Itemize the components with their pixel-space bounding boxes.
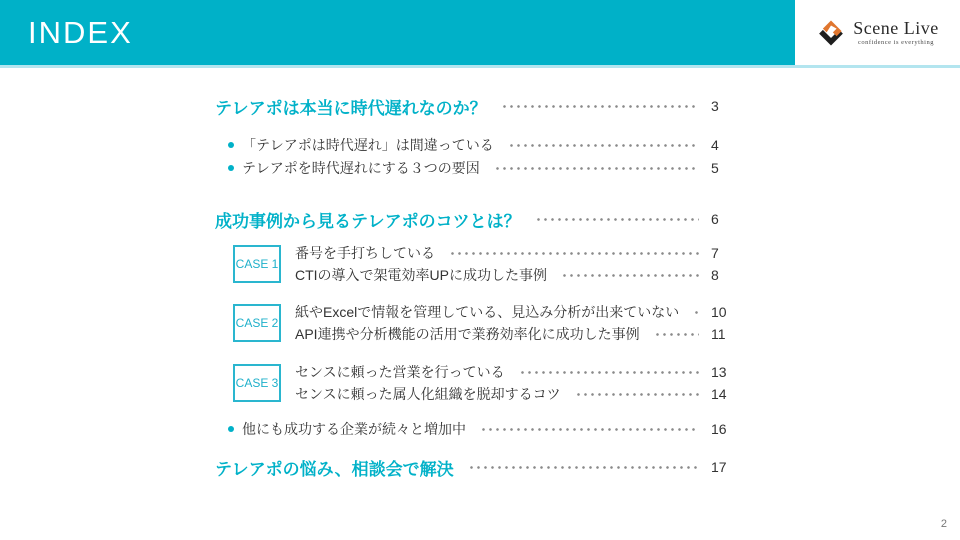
toc-page-number: 3 xyxy=(711,98,719,114)
dot-leader xyxy=(494,167,699,170)
dot-leader xyxy=(480,428,699,431)
dot-leader xyxy=(519,371,699,374)
toc-case-row xyxy=(295,323,735,345)
logo xyxy=(795,0,960,65)
toc-item-label: テレアポを時代遅れにする３つの要因 xyxy=(242,160,480,176)
logo-tagline: confidence is everything xyxy=(858,38,934,46)
toc-case-row xyxy=(295,383,735,405)
toc-item-label: センスに頼った営業を行っている xyxy=(295,364,505,380)
toc-page-number: 6 xyxy=(711,211,719,227)
toc-heading-row xyxy=(215,205,735,233)
toc-case-block xyxy=(233,361,735,405)
case-2-badge: CASE 2 xyxy=(233,304,281,342)
logo-text xyxy=(853,19,938,46)
toc-case-row xyxy=(295,301,735,323)
toc-item-label: CTIの導入で架電効率UPに成功した事例 xyxy=(295,267,547,283)
toc-heading-row xyxy=(215,453,735,481)
dot-leader xyxy=(561,274,699,277)
case-items xyxy=(295,301,735,345)
toc-heading-label: テレアポの悩み、相談会で解決 xyxy=(215,459,454,479)
case-1-badge: CASE 1 xyxy=(233,245,281,283)
toc-case-row xyxy=(295,361,735,383)
toc-item-label: 「テレアポは時代遅れ」は間違っている xyxy=(242,137,494,153)
dot-leader xyxy=(449,252,699,255)
toc-bullet-row xyxy=(228,134,735,156)
dot-leader xyxy=(501,105,699,108)
slide-page-number: 2 xyxy=(940,518,947,530)
case-3-badge: CASE 3 xyxy=(233,364,281,402)
toc-case-row xyxy=(295,264,735,286)
toc-page-number: 8 xyxy=(711,267,719,283)
dot-leader xyxy=(508,144,699,147)
toc-page-number: 13 xyxy=(711,364,727,380)
toc-case-block xyxy=(233,301,735,345)
toc-item-label: 番号を手打ちしている xyxy=(295,245,435,261)
toc-page-number: 14 xyxy=(711,386,727,402)
toc-item-label: 他にも成功する企業が続々と増加中 xyxy=(242,421,466,437)
dot-leader xyxy=(468,466,699,469)
case-items xyxy=(295,242,735,286)
toc-bullet-row xyxy=(228,157,735,179)
dot-leader xyxy=(654,333,699,336)
header-underline xyxy=(0,65,960,68)
toc-item-label: API連携や分析機能の活用で業務効率化に成功した事例 xyxy=(295,326,640,342)
page-title: INDEX xyxy=(28,15,133,50)
case-items xyxy=(295,361,735,405)
toc-page-number: 7 xyxy=(711,245,719,261)
toc-bullet-row xyxy=(228,418,735,440)
toc-page-number: 10 xyxy=(711,304,727,320)
dot-leader xyxy=(575,393,699,396)
toc-heading-row xyxy=(215,92,735,120)
toc-page-number: 4 xyxy=(711,137,719,153)
toc-item-label: 紙やExcelで情報を管理している、見込み分析が出来ていない xyxy=(295,304,680,320)
toc-page-number: 5 xyxy=(711,160,719,176)
toc-heading-label: テレアポは本当に時代遅れなのか？ xyxy=(215,98,487,118)
toc-heading-label: 成功事例から見るテレアポのコツとは？ xyxy=(215,211,521,231)
dot-leader xyxy=(535,218,699,221)
scene-live-logo-icon xyxy=(816,18,846,48)
logo-name: Scene Live xyxy=(853,18,939,39)
bullet-icon xyxy=(228,142,234,148)
bullet-icon xyxy=(228,165,234,171)
toc-case-block xyxy=(233,242,735,286)
toc-case-row xyxy=(295,242,735,264)
toc-page-number: 17 xyxy=(711,459,727,475)
toc-item-label: センスに頼った属人化組織を脱却するコツ xyxy=(295,386,561,402)
toc-page-number: 16 xyxy=(711,421,727,437)
table-of-contents xyxy=(215,92,735,481)
toc-page-number: 11 xyxy=(711,326,726,342)
dot-leader xyxy=(693,311,699,314)
bullet-icon xyxy=(228,426,234,432)
